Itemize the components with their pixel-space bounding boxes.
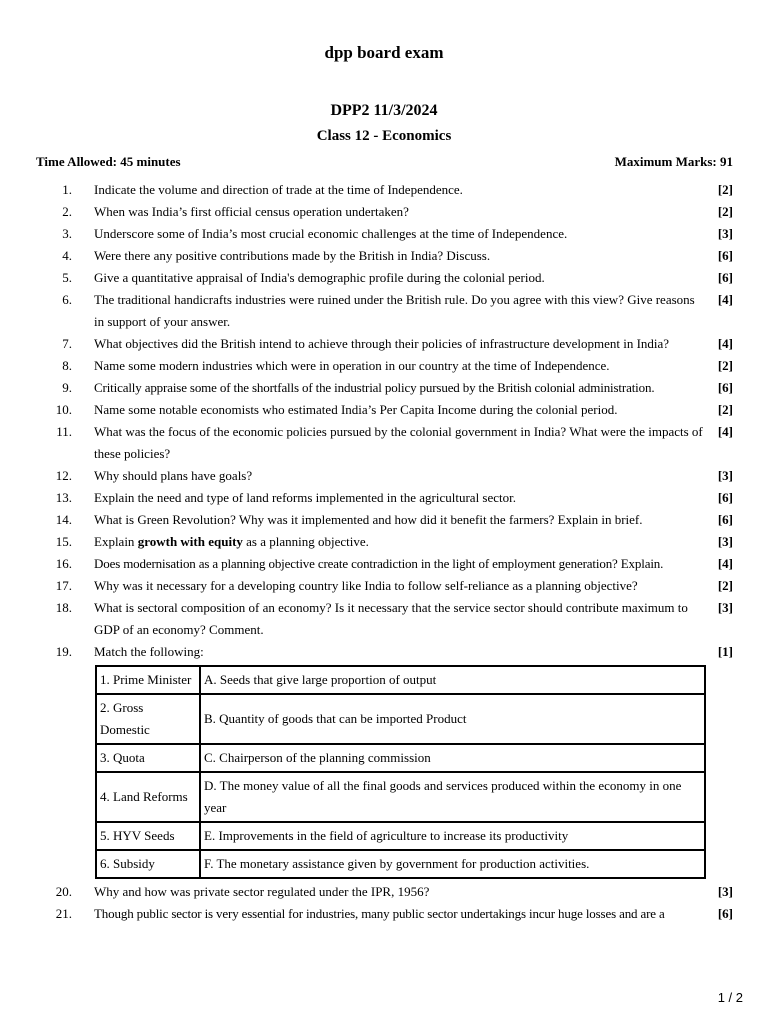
question-text-bold: growth with equity xyxy=(137,534,243,549)
time-allowed: Time Allowed: 45 minutes xyxy=(36,154,181,169)
question-12 xyxy=(36,465,733,487)
dpp-title: DPP2 11/3/2024 xyxy=(330,102,438,119)
question-text: Why should plans have goals? xyxy=(94,468,253,483)
question-text: Were there any positive contributions made by the British in India? Discuss. xyxy=(94,248,491,263)
table-row xyxy=(96,744,705,772)
match-left-cell: 5. HYV Seeds xyxy=(96,822,200,850)
question-number: 11. xyxy=(56,424,72,439)
match-right-cell: D. The money value of all the final goods and services produced within the economy in one year xyxy=(200,772,705,822)
question-14 xyxy=(36,509,733,531)
question-17 xyxy=(36,575,733,597)
question-18 xyxy=(36,597,733,641)
question-3 xyxy=(36,223,733,245)
question-marks: [2] xyxy=(717,358,733,373)
question-text: Does modernisation as a planning objective create contradiction in the light of employment generation? Explain. xyxy=(94,556,664,571)
class-title: Class 12 - Economics xyxy=(316,128,452,144)
match-table xyxy=(95,665,706,879)
question-number: 7. xyxy=(62,336,72,351)
question-marks: [6] xyxy=(717,512,733,527)
question-text: The traditional handicrafts industries were ruined under the British rule. Do you agree with this view? Give reasons in support of your answer. xyxy=(94,292,695,329)
question-number: 2. xyxy=(62,204,72,219)
question-marks: [2] xyxy=(717,578,733,593)
question-number: 5. xyxy=(62,270,72,285)
question-4 xyxy=(36,245,733,267)
match-right-cell: F. The monetary assistance given by government for production activities. xyxy=(200,850,705,878)
page-number: 1 / 2 xyxy=(717,990,743,1005)
match-left-cell: 3. Quota xyxy=(96,744,200,772)
question-text: Explain the need and type of land reforms implemented in the agricultural sector. xyxy=(94,490,516,505)
question-marks: [3] xyxy=(717,884,733,899)
question-text: Match the following: xyxy=(94,644,204,659)
question-20 xyxy=(36,881,733,903)
question-marks: [6] xyxy=(717,490,733,505)
question-number: 3. xyxy=(62,226,72,241)
question-8 xyxy=(36,355,733,377)
question-number: 6. xyxy=(62,292,72,307)
exam-meta-row xyxy=(36,154,733,170)
question-number: 15. xyxy=(55,534,72,549)
question-text: Critically appraise some of the shortfalls of the industrial policy pursued by the British colonial administration. xyxy=(94,380,655,395)
question-text: Though public sector is very essential for industries, many public sector undertakings incur huge losses and are a xyxy=(94,906,665,921)
question-number: 16. xyxy=(55,556,72,571)
question-text: Give a quantitative appraisal of India's demographic profile during the colonial period. xyxy=(94,270,545,285)
question-2 xyxy=(36,201,733,223)
match-right-cell: E. Improvements in the field of agriculture to increase its productivity xyxy=(200,822,705,850)
match-right-cell: A. Seeds that give large proportion of output xyxy=(200,666,705,694)
question-6 xyxy=(36,289,733,333)
question-text-before: Explain xyxy=(94,534,138,549)
question-text: What objectives did the British intend to achieve through their policies of infrastructure development in India? xyxy=(94,336,670,351)
question-marks: [4] xyxy=(717,292,733,307)
question-number: 13. xyxy=(55,490,72,505)
match-left-cell: 2. Gross Domestic xyxy=(96,694,200,744)
question-marks: [6] xyxy=(717,906,733,921)
question-marks: [2] xyxy=(717,182,733,197)
question-number: 19. xyxy=(55,644,72,659)
question-marks: [6] xyxy=(717,270,733,285)
question-marks: [6] xyxy=(717,248,733,263)
maximum-marks: Maximum Marks: 91 xyxy=(614,154,733,169)
question-marks: [3] xyxy=(717,600,733,615)
table-row xyxy=(96,850,705,878)
question-marks: [6] xyxy=(717,380,733,395)
match-left-cell: 1. Prime Minister xyxy=(96,666,200,694)
question-21 xyxy=(36,903,733,925)
question-marks: [2] xyxy=(717,204,733,219)
question-text: What is Green Revolution? Why was it implemented and how did it benefit the farmers? Explain in brief. xyxy=(94,512,643,527)
question-list xyxy=(36,179,733,925)
question-number: 21. xyxy=(55,906,72,921)
question-number: 20. xyxy=(55,884,72,899)
question-16 xyxy=(36,553,733,575)
question-marks: [3] xyxy=(717,534,733,549)
question-text: Why and how was private sector regulated under the IPR, 1956? xyxy=(94,884,430,899)
question-marks: [4] xyxy=(717,556,733,571)
question-number: 12. xyxy=(55,468,72,483)
question-text-after: as a planning objective. xyxy=(242,534,369,549)
question-10 xyxy=(36,399,733,421)
question-marks: [4] xyxy=(717,336,733,351)
question-marks: [4] xyxy=(717,424,733,439)
question-number: 1. xyxy=(62,182,72,197)
question-text: Name some modern industries which were in operation in our country at the time of Independence. xyxy=(94,358,610,373)
question-text: What is sectoral composition of an economy? Is it necessary that the service sector should contribute maximum to GDP of an economy? Comment. xyxy=(94,600,688,637)
question-number: 17. xyxy=(55,578,72,593)
question-marks: [3] xyxy=(717,468,733,483)
question-number: 8. xyxy=(62,358,72,373)
question-11 xyxy=(36,421,733,465)
question-number: 9. xyxy=(62,380,72,395)
question-text: When was India’s first official census operation undertaken? xyxy=(94,204,409,219)
table-row xyxy=(96,772,705,822)
question-number: 4. xyxy=(62,248,72,263)
question-7 xyxy=(36,333,733,355)
question-number: 18. xyxy=(55,600,72,615)
match-right-cell: C. Chairperson of the planning commission xyxy=(200,744,705,772)
question-text: Why was it necessary for a developing country like India to follow self-reliance as a planning objective? xyxy=(94,578,638,593)
question-marks: [3] xyxy=(717,226,733,241)
question-text: Underscore some of India’s most crucial economic challenges at the time of Independence. xyxy=(94,226,568,241)
table-row xyxy=(96,822,705,850)
question-15 xyxy=(36,531,733,553)
question-marks: [1] xyxy=(717,644,733,659)
question-number: 14. xyxy=(55,512,72,527)
question-5 xyxy=(36,267,733,289)
question-13 xyxy=(36,487,733,509)
match-left-cell: 4. Land Reforms xyxy=(96,772,200,822)
question-text: Name some notable economists who estimated India’s Per Capita Income during the colonial period. xyxy=(94,402,618,417)
match-right-cell: B. Quantity of goods that can be imported Product xyxy=(200,694,705,744)
table-row xyxy=(96,694,705,744)
question-19 xyxy=(36,641,733,663)
question-text: What was the focus of the economic policies pursued by the colonial government in India? What were the impacts of these policies? xyxy=(94,424,703,461)
question-9 xyxy=(36,377,733,399)
question-1 xyxy=(36,179,733,201)
question-text xyxy=(94,531,705,553)
match-left-cell: 6. Subsidy xyxy=(96,850,200,878)
exam-title: dpp board exam xyxy=(324,43,444,62)
question-text: Indicate the volume and direction of trade at the time of Independence. xyxy=(94,182,463,197)
question-number: 10. xyxy=(55,402,72,417)
question-marks: [2] xyxy=(717,402,733,417)
table-row xyxy=(96,666,705,694)
